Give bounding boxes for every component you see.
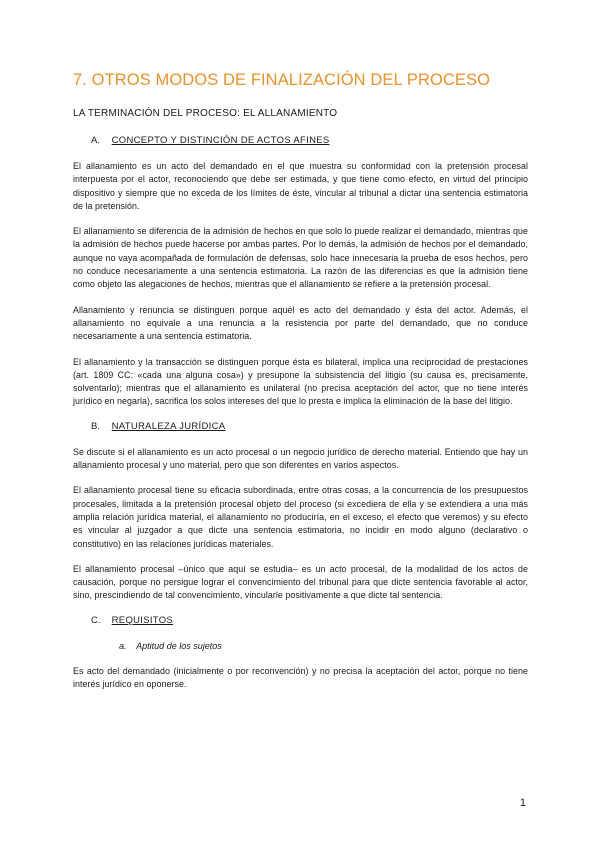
paragraph: El allanamiento y la transacción se distinguen porque ésta es bilateral, implica una reciprocidad de prestaciones (art. 1809 CC: «cada una alguna cosa») y presupone la subsistencia del litigio (su causa es, precisamente, solventarlo); mientras que el allanamiento es unilateral (no precisa aceptación del actor, que no tiene interés jurídico en negarla), sacrifica los solos intereses del que lo presta e implica la eliminación de la base del litigio. [73, 356, 528, 407]
section-title: REQUISITOS [111, 614, 174, 626]
paragraph: El allanamiento se diferencia de la admisión de hechos en que solo lo puede realizar el demandado, mientras que la admisión de hechos puede hacerse por ambas partes. Por lo demás, la admisión de hechos por el demandado, aunque no vaya acompañada de formulación de defensas, solo hace innecesaria la prueba de esos hechos, pero no conduce necesariamente a una sentencia estimatoria. La razón de las diferencias es que la admisión tiene como objeto las alegaciones de hechos, mientras que el allanamiento se refiere a la pretensión procesal. [73, 226, 528, 290]
section-a-heading [91, 135, 528, 147]
section-letter: A. [91, 135, 100, 146]
paragraph: Se discute si el allanamiento es un acto procesal o un negocio jurídico de derecho material. Entiendo que hay un allanamiento procesal y uno material, pero que son diferentes en varios aspectos. [73, 446, 528, 471]
subtitle: LA TERMINACIÓN DEL PROCESO: EL ALLANAMIENTO [73, 108, 338, 119]
paragraph: El allanamiento procesal –único que aquí se estudia– es un acto procesal, de la modalidad de los actos de causación, porque no persigue lograr el convencimiento del tribunal para que dicte sentencia favorable al actor, sino, prescindiendo de tal convencimiento, vincularle positivamente a que dicte tal sentencia. [73, 563, 528, 601]
section-b-heading [91, 421, 528, 433]
section-title: CONCEPTO Y DISTINCIÓN DE ACTOS AFINES [111, 135, 330, 146]
section-letter: C. [91, 614, 101, 626]
subsection-a-heading [119, 640, 528, 652]
paragraph: El allanamiento es un acto del demandado en el que muestra su conformidad con la pretensión procesal interpuesta por el actor, reconociendo que debe ser estimada, y que tiene como efecto, en virtud del principio dispositivo y siempre que no exceda de los límites de éste, vincular al tribunal a dictar una sentencia estimatoria de la pretensión. [73, 161, 528, 211]
section-c-heading [91, 615, 528, 627]
paragraph: Es acto del demandado (inicialmente o por reconvención) y no precisa la aceptación del actor, porque no tiene interés jurídico en oponerse. [73, 665, 528, 690]
section-title: NATURALEZA JURÍDICA [111, 420, 226, 432]
paragraph: El allanamiento procesal tiene su eficacia subordinada, entre otras cosas, a la concurrencia de los presupuestos procesales, limitada a la pretensión procesal objeto del proceso (si excediera de ella y se extendiera a una más amplia relación jurídica material, el allanamiento no produciría, en el exceso, el efecto que veremos) y su efecto es vincular al juzgador a que dicte una sentencia estimatoria, no incidir en modo alguno (declarativo o constitutivo) en las relaciones jurídicas materiales. [73, 485, 528, 549]
subsection-letter: a. [119, 640, 127, 651]
page-number: 1 [519, 797, 526, 809]
subsection-title: Aptitud de los sujetos [136, 640, 222, 651]
paragraph: Allanamiento y renuncia se distinguen porque aquél es acto del demandado y ésta del actor. Además, el allanamiento no equivale a una renuncia a la resistencia por parte del demandado, que no conduce necesariamente a una sentencia estimatoria. [73, 304, 528, 342]
section-letter: B. [91, 420, 100, 432]
chapter-title: 7. OTROS MODOS DE FINALIZACIÓN DEL PROCESO [73, 71, 491, 89]
